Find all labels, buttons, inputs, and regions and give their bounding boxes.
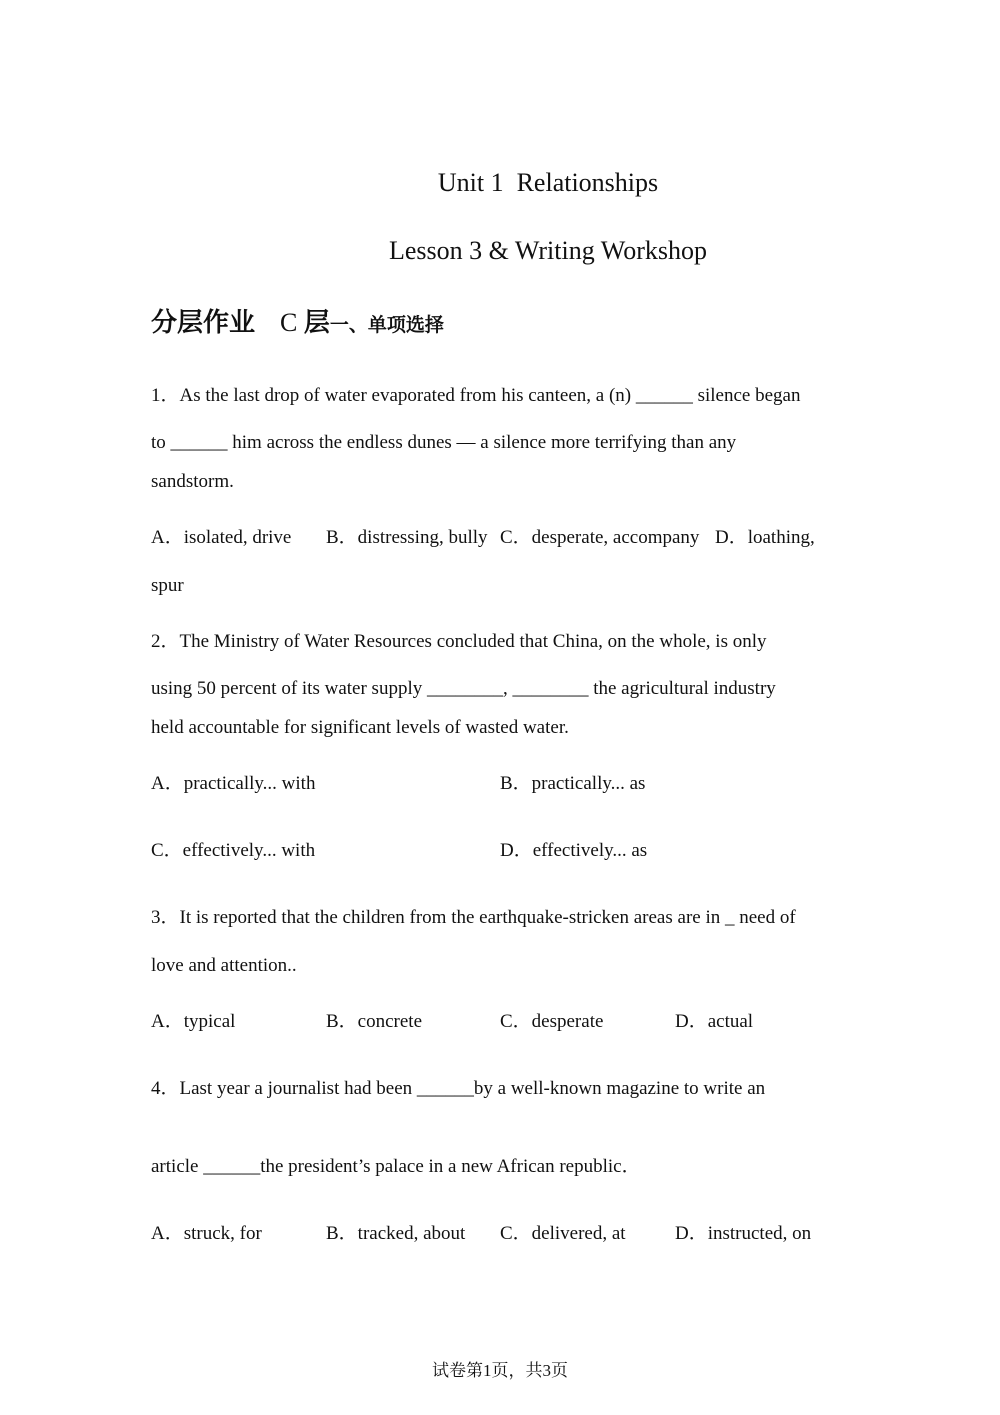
question-2-option-a[interactable]: A．practically... with	[151, 773, 316, 794]
unit-title: Unit 1 Relationships	[437, 168, 659, 197]
question-1-option-b[interactable]: B．distressing, bully	[326, 527, 488, 548]
question-4-option-c[interactable]: C．delivered, at	[500, 1223, 626, 1244]
page-footer: 试卷第1页，共3页	[432, 1361, 568, 1380]
question-4-option-d[interactable]: D．instructed, on	[675, 1223, 812, 1244]
question-4-line-2: article ______the president’s palace in a new African republic．	[151, 1156, 641, 1177]
heading-layered-homework: 分层作业	[151, 308, 256, 338]
question-2-option-d[interactable]: D．effectively... as	[500, 840, 648, 861]
question-2-line-1: 2．The Ministry of Water Resources concluded that China, on the whole, is only	[151, 631, 767, 652]
question-2-line-3: held accountable for significant levels of wasted water.	[151, 717, 569, 738]
question-1-line-3: sandstorm.	[151, 471, 234, 492]
question-3-option-b[interactable]: B．concrete	[326, 1011, 423, 1032]
question-2-line-2: using 50 percent of its water supply ________, ________ the agricultural industry	[151, 678, 776, 699]
heading-level-letter: C	[280, 308, 298, 337]
question-4-option-b[interactable]: B．tracked, about	[326, 1223, 466, 1244]
heading-level-suffix: 层	[303, 308, 330, 338]
question-1-line-2: to ______ him across the endless dunes — a silence more terrifying than any	[151, 432, 737, 453]
lesson-subtitle: Lesson 3 & Writing Workshop	[388, 236, 707, 265]
question-3-option-d[interactable]: D．actual	[675, 1011, 754, 1032]
heading-question-type: 一、单项选择	[329, 314, 444, 336]
question-2-option-c[interactable]: C．effectively... with	[151, 840, 316, 861]
question-2-option-b[interactable]: B．practically... as	[500, 773, 646, 794]
question-3-option-c[interactable]: C．desperate	[500, 1011, 604, 1032]
question-1-option-d-wrap[interactable]: spur	[151, 575, 184, 596]
question-4-option-a[interactable]: A．struck, for	[151, 1223, 262, 1244]
question-4-line-1: 4．Last year a journalist had been ______by a well-known magazine to write an	[151, 1078, 766, 1099]
question-3-line-2: love and attention..	[151, 955, 297, 976]
question-1-option-d[interactable]: D．loathing,	[715, 527, 815, 548]
question-1-option-a[interactable]: A．isolated, drive	[151, 527, 292, 548]
question-3-line-1: 3．It is reported that the children from the earthquake-stricken areas are in _ need of	[151, 907, 796, 928]
section-heading	[151, 302, 444, 339]
question-3-option-a[interactable]: A．typical	[151, 1011, 236, 1032]
question-1-option-c[interactable]: C．desperate, accompany	[500, 527, 700, 548]
question-1-line-1: 1．As the last drop of water evaporated from his canteen, a (n) ______ silence began	[151, 385, 801, 406]
